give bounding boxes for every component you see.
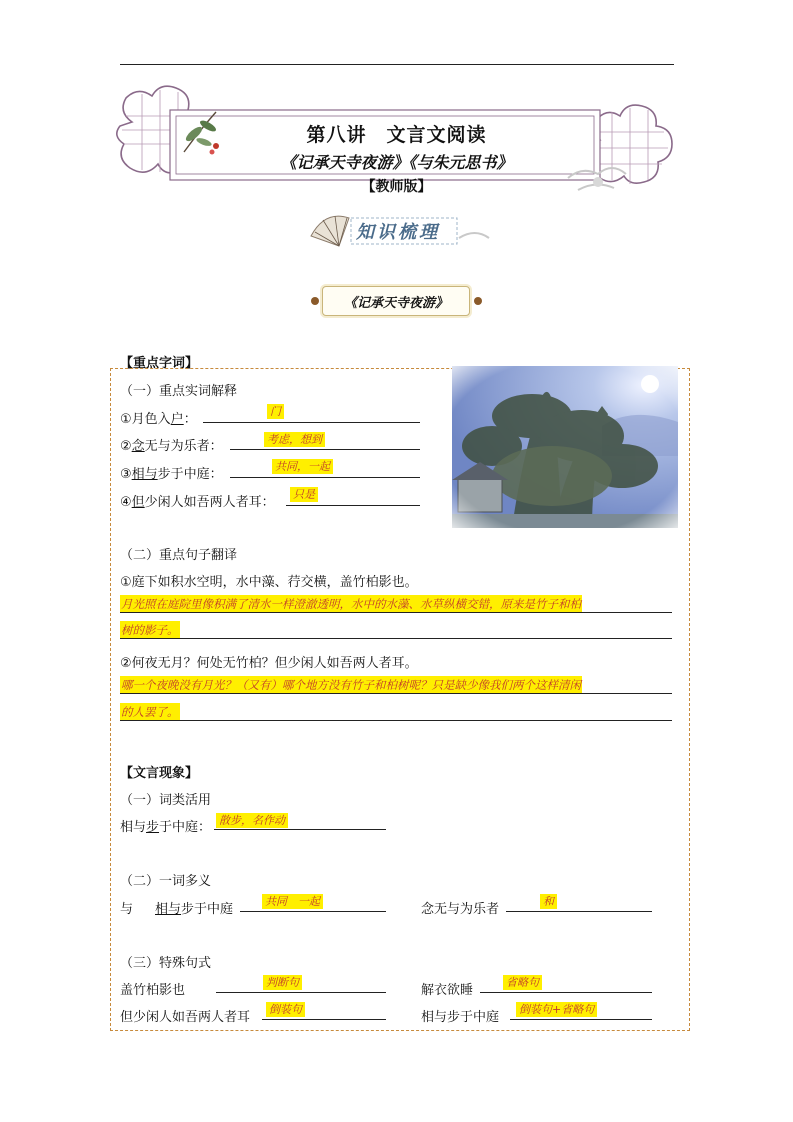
word-item-1: ①月色入户： xyxy=(120,412,197,427)
answer-1: 门 xyxy=(267,404,284,419)
sub-heading-content-words: （一）重点实词解释 xyxy=(120,384,238,399)
translation-2-rule-2 xyxy=(120,719,672,721)
word-item-4: ④但少闲人如吾两人者耳： xyxy=(120,495,275,510)
special-sentence-4: 相与步于中庭 xyxy=(421,1010,500,1025)
polysemy-item-2: 念无与为乐者 xyxy=(421,902,500,917)
polysemy-answer-1: 共同 一起 xyxy=(262,894,323,909)
knowledge-badge-label: 知识梳理 xyxy=(356,222,440,243)
page-subtitle: 《记承天寺夜游》《与朱元思书》 xyxy=(280,153,513,172)
version-label: 【教师版】 xyxy=(361,179,432,195)
sentence-1: ①庭下如积水空明，水中藻、荇交横，盖竹柏影也。 xyxy=(120,575,418,590)
word-item-3: ③相与步于中庭： xyxy=(120,467,223,482)
page-title: 第八讲 文言文阅读 xyxy=(306,124,487,146)
translation-2-line-2: 的人罢了。 xyxy=(121,705,179,719)
special-answer-2: 省略句 xyxy=(503,975,542,990)
answer-line-1 xyxy=(203,406,420,423)
section-tag-label: 《记承天寺夜游》 xyxy=(343,295,448,311)
translation-1-line-1: 月光照在庭院里像积满了清水一样澄澈透明，水中的水藻、水草纵横交错，原来是竹子和柏 xyxy=(121,597,581,611)
special-sentence-1: 盖竹柏影也 xyxy=(120,983,186,998)
word-item-2: ②念无与为乐者： xyxy=(120,439,223,454)
tag-left-dot-icon xyxy=(311,297,319,305)
polysemy-line-2 xyxy=(506,894,652,912)
moonlit-bamboo-painting xyxy=(452,366,678,528)
special-sentence-3: 但少闲人如吾两人者耳 xyxy=(120,1010,251,1025)
special-sentence-2: 解衣欲睡 xyxy=(421,983,474,998)
sentence-2: ②何夜无月？何处无竹柏？但少闲人如吾两人者耳。 xyxy=(120,656,418,671)
translation-1-rule-2 xyxy=(120,637,672,639)
pos-shift-answer: 散步，名作动 xyxy=(216,813,288,828)
answer-4: 只是 xyxy=(290,487,318,502)
pos-shift-item: 相与步于中庭： xyxy=(120,820,212,835)
header-rule xyxy=(120,64,674,65)
special-answer-3: 倒装句 xyxy=(266,1002,305,1017)
sub-heading-part-of-speech: （一）词类活用 xyxy=(120,793,212,808)
sub-heading-special-sentences: （三）特殊句式 xyxy=(120,956,212,971)
answer-2: 考虑，想到 xyxy=(264,432,325,447)
answer-3: 共同，一起 xyxy=(272,459,333,474)
tag-right-dot-icon xyxy=(474,297,482,305)
section-tag xyxy=(322,286,470,316)
special-answer-4: 倒装句+省略句 xyxy=(516,1002,597,1017)
special-answer-1: 判断句 xyxy=(263,975,302,990)
painting-image xyxy=(452,366,678,528)
translation-1-rule-1 xyxy=(120,611,672,613)
translation-1-line-2: 树的影子。 xyxy=(121,623,179,637)
key-words-heading: 【重点字词】 xyxy=(120,356,199,371)
polysemy-item-1: 相与步于中庭 xyxy=(155,902,234,917)
answer-line-2 xyxy=(230,433,420,450)
sub-heading-sentence-translation: （二）重点句子翻译 xyxy=(120,548,238,563)
sub-heading-polysemy: （二）一词多义 xyxy=(120,874,212,889)
translation-2-line-1: 哪一个夜晚没有月光？（又有）哪个地方没有竹子和柏树呢？只是缺少像我们两个这样清闲 xyxy=(121,678,581,692)
translation-2-rule-1 xyxy=(120,692,672,694)
classical-phenomena-heading: 【文言现象】 xyxy=(120,766,199,781)
polysemy-answer-2: 和 xyxy=(540,894,557,909)
polysemy-word: 与 xyxy=(120,902,134,917)
